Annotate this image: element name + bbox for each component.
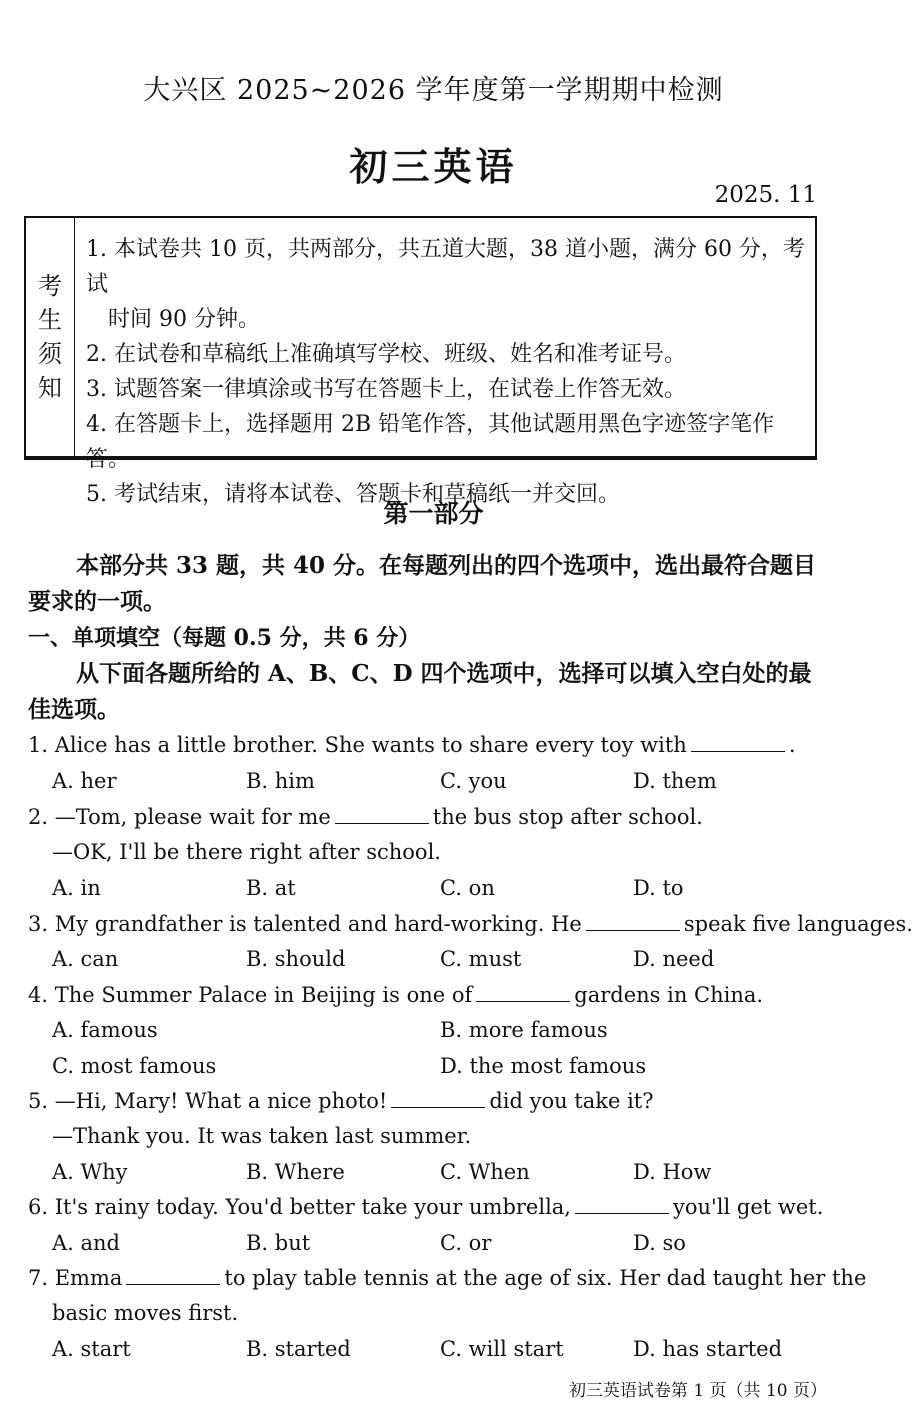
question-text: 1. Alice has a little brother. She wants to share every toy with <box>28 733 687 757</box>
exam-date: 2025. 11 <box>714 182 817 208</box>
option-a: A. in <box>52 876 101 900</box>
question-text: 6. It's rainy today. You'd better take your umbrella, <box>28 1195 571 1219</box>
option-c: C. on <box>440 876 495 900</box>
notice-label-char: 考 <box>38 272 62 300</box>
option-d: D. has started <box>633 1337 783 1361</box>
section-instruction: 从下面各题所给的 A、B、C、D 四个选项中，选择可以填入空白处的最佳选项。 <box>28 660 812 723</box>
option-c: C. or <box>440 1231 492 1255</box>
answer-blank <box>575 1195 669 1214</box>
option-a: A. her <box>52 769 117 793</box>
exam-title: 初三英语 <box>349 144 518 189</box>
question-text: to play table tennis at the age of six. Her dad taught her the <box>224 1266 867 1290</box>
notice-item-3: 3. 试题答案一律填涂或书写在答题卡上，在试卷上作答无效。 <box>86 377 686 402</box>
option-b: B. more famous <box>440 1018 608 1042</box>
exam-header-line: 大兴区 2025~2026 学年度第一学期期中检测 <box>143 75 724 106</box>
answer-blank <box>586 912 680 931</box>
option-d: D. them <box>633 769 717 793</box>
notice-label-char: 知 <box>38 374 62 402</box>
notice-label-char: 须 <box>38 340 62 368</box>
question-text: 2. —Tom, please wait for me <box>28 805 331 829</box>
option-d: D. the most famous <box>440 1054 647 1078</box>
notice-label <box>26 218 75 456</box>
question-text: 3. My grandfather is talented and hard-working. He <box>28 912 582 936</box>
question-5-line2: —Thank you. It was taken last summer. <box>52 1124 472 1148</box>
question-7-line2: basic moves first. <box>52 1301 239 1325</box>
option-b: B. but <box>246 1231 311 1255</box>
part-intro: 本部分共 33 题，共 40 分。在每题列出的四个选项中，选出最符合题目要求的一项。 <box>28 552 817 615</box>
candidate-notice-box <box>24 216 817 507</box>
part-title: 第一部分 <box>383 499 484 528</box>
option-a: A. can <box>52 947 119 971</box>
question-3 <box>28 912 913 936</box>
question-7 <box>28 1266 866 1290</box>
option-b: B. should <box>246 947 346 971</box>
option-c: C. you <box>440 769 507 793</box>
page-footer: 初三英语试卷第 1 页（共 10 页） <box>568 1381 827 1401</box>
question-text: . <box>788 733 796 757</box>
question-4 <box>28 983 763 1007</box>
notice-item-5: 5. 考试结束，请将本试卷、答题卡和草稿纸一并交回。 <box>86 482 620 507</box>
answer-blank <box>691 733 785 752</box>
option-a: A. famous <box>52 1018 158 1042</box>
question-text: 5. —Hi, Mary! What a nice photo! <box>28 1089 388 1113</box>
notice-items <box>86 232 805 512</box>
question-text: speak five languages. <box>683 912 913 936</box>
question-2 <box>28 805 703 829</box>
question-text: 4. The Summer Palace in Beijing is one of <box>28 983 473 1007</box>
answer-blank <box>335 805 429 824</box>
option-d: D. need <box>633 947 715 971</box>
question-5 <box>28 1089 654 1113</box>
notice-item-2: 2. 在试卷和草稿纸上准确填写学校、班级、姓名和准考证号。 <box>86 342 686 367</box>
option-a: A. start <box>52 1337 131 1361</box>
notice-item-1: 1. 本试卷共 10 页，共两部分，共五道大题，38 道小题，满分 60 分，考试 <box>86 237 805 297</box>
option-d: D. to <box>633 876 684 900</box>
notice-item-1-cont: 时间 90 分钟。 <box>108 307 260 332</box>
option-c: C. most famous <box>52 1054 217 1078</box>
notice-item-4: 4. 在答题卡上，选择题用 2B 铅笔作答，其他试题用黑色字迹签字笔作答。 <box>86 412 775 472</box>
section-heading: 一、单项填空（每题 0.5 分，共 6 分） <box>28 625 421 651</box>
question-6 <box>28 1195 823 1219</box>
option-d: D. so <box>633 1231 686 1255</box>
answer-blank <box>126 1266 220 1285</box>
question-text: you'll get wet. <box>672 1195 824 1219</box>
answer-blank <box>391 1089 485 1108</box>
question-text: 7. Emma <box>28 1266 123 1290</box>
question-1 <box>28 733 796 757</box>
option-d: D. How <box>633 1160 712 1184</box>
option-c: C. must <box>440 947 522 971</box>
option-c: C. When <box>440 1160 530 1184</box>
option-c: C. will start <box>440 1337 564 1361</box>
option-a: A. Why <box>52 1160 128 1184</box>
option-b: B. started <box>246 1337 351 1361</box>
notice-label-char: 生 <box>38 306 62 334</box>
option-b: B. Where <box>246 1160 345 1184</box>
option-a: A. and <box>52 1231 121 1255</box>
question-text: the bus stop after school. <box>432 805 703 829</box>
question-text: did you take it? <box>489 1089 654 1113</box>
question-text: gardens in China. <box>574 983 764 1007</box>
option-b: B. him <box>246 769 315 793</box>
option-b: B. at <box>246 876 296 900</box>
question-2-line2: —OK, I'll be there right after school. <box>52 840 441 864</box>
answer-blank <box>476 983 570 1002</box>
